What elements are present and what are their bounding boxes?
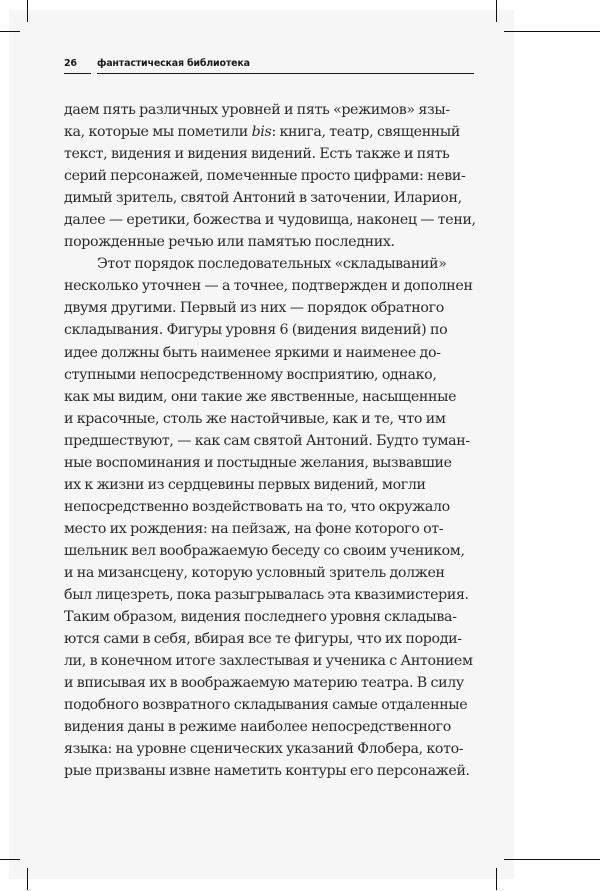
text-line: несколько уточнен — а точнее, подтвержден и дополнен [64, 278, 473, 295]
text-line: далее — еретики, божества и чудовища, наконец — тени, [64, 212, 476, 229]
text-line: серий персонажей, помеченные просто цифрами: неви- [64, 168, 466, 185]
crop-mark-bottom-left-vertical [27, 868, 28, 890]
text-line: и вписывая их в воображаемую материю театра. В силу [64, 675, 464, 692]
text-line: место их рождения: на пейзаж, на фоне которого от- [64, 520, 444, 537]
text-line: Этот порядок последовательных «складываний» [97, 256, 447, 273]
text-line: подобного возвратного складывания самые отдаленные [64, 697, 468, 714]
text-line: ли, в конечном итоге захлестывая и ученика с Антонием [64, 653, 473, 670]
text-line: Таким образом, видения последнего уровня складыва- [64, 609, 457, 626]
text-line: даем пять различных уровней и пять «режимов» язы- [64, 102, 450, 118]
text-line: текст, видения и видения видений. Есть также и пять [64, 146, 450, 163]
text-line: двумя другими. Первый из них — порядок обратного [64, 300, 444, 317]
crop-mark-top-right-vertical [496, 0, 497, 22]
text-line: и на мизансцену, которую условный зритель должен [64, 564, 445, 581]
running-head-title: фантастическая библиотека [97, 58, 474, 74]
text-line: видения даны в режиме наиболее непосредственного [64, 719, 451, 736]
text-line: складывания. Фигуры уровня 6 (видения видений) по [64, 322, 448, 339]
text-line: ступными непосредственному восприятию, однако, [64, 366, 437, 383]
paragraph [64, 99, 484, 253]
crop-mark-top-left-vertical [27, 0, 28, 22]
running-head [64, 58, 474, 76]
page-number: 26 [64, 58, 91, 74]
text-line: непосредственно воздействовать на то, что окружало [64, 498, 450, 515]
text-line: рые призваны извне наметить контуры его персонажей. [64, 763, 470, 780]
text-line: порожденные речью или памятью последних. [64, 234, 395, 251]
body-text [64, 99, 484, 782]
crop-mark-top-right-horizontal [504, 31, 600, 32]
text-line: был лицезреть, пока разыгрывалась эта квазимистерия. [64, 587, 469, 604]
text-line [64, 121, 484, 143]
text-line: идее должны быть наименее яркими и наименее до- [64, 344, 441, 361]
crop-mark-bottom-left-horizontal [0, 859, 20, 860]
text-line: и красочные, столь же настойчивые, как и те, что им [64, 410, 446, 427]
text-segment: : книга, театр, священный [271, 124, 460, 141]
text-segment: ка, которые мы пометили [64, 124, 252, 141]
text-line: как мы видим, они такие же явственные, насыщенные [64, 388, 457, 405]
text-line: предшествуют, — как сам святой Антоний. Будто туман- [64, 432, 470, 449]
crop-mark-top-left-horizontal [0, 31, 20, 32]
text-line: димый зритель, святой Антоний в заточении, Иларион, [64, 190, 462, 207]
crop-mark-bottom-right-vertical [496, 868, 497, 890]
italic-term: bis [251, 124, 272, 141]
crop-mark-bottom-right-horizontal [504, 859, 600, 860]
text-line: ные воспоминания и постыдные желания, вызвавшие [64, 454, 452, 471]
paragraph [64, 253, 484, 782]
text-line: шельник вел воображаемую беседу со своим учеником, [64, 542, 465, 559]
text-line: их к жизни из сердцевины первых видений, могли [64, 476, 426, 493]
text-line: ются сами в себя, вбирая все те фигуры, что их породи- [64, 631, 462, 648]
text-line: языка: на уровне сценических указаний Флобера, кото- [64, 741, 464, 758]
